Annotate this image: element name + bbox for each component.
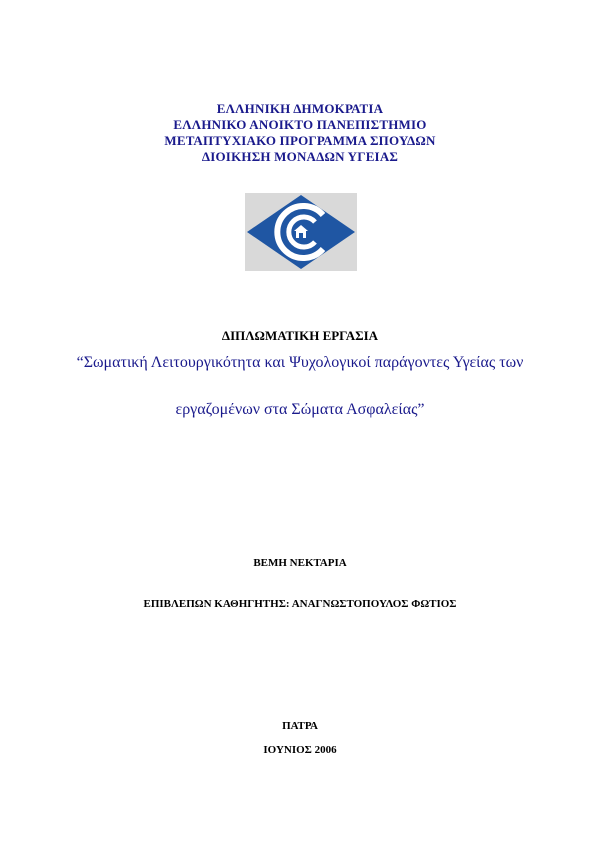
university-logo-icon [245, 193, 357, 271]
city: ΠΑΤΡΑ [282, 720, 318, 732]
thesis-title-line-2: εργαζομένων στα Σώματα Ασφαλείας” [175, 401, 425, 418]
thesis-label: ΔΙΠΛΩΜΑΤΙΚΗ ΕΡΓΑΣΙΑ [221, 328, 379, 343]
header-line-republic: ΕΛΛΗΝΙΚΗ ΔΗΜΟΚΡΑΤΙΑ [216, 101, 384, 116]
thesis-title-line-1: “Σωματική Λειτουργικότητα και Ψυχολογικοί παράγοντες Υγείας των [76, 354, 524, 371]
header-line-program: ΜΕΤΑΠΤΥΧΙΑΚΟ ΠΡΟΓΡΑΜΜΑ ΣΠΟΥΔΩΝ [164, 133, 436, 148]
header-line-university: ΕΛΛΗΝΙΚΟ ΑΝΟΙΚΤΟ ΠΑΝΕΠΙΣΤΗΜΙΟ [173, 117, 427, 132]
header-line-department: ΔΙΟΙΚΗΣΗ ΜΟΝΑΔΩΝ ΥΓΕΙΑΣ [201, 149, 399, 164]
author-name: ΒΕΜΗ ΝΕΚΤΑΡΙΑ [253, 557, 347, 569]
supervisor-line: ΕΠΙΒΛΕΠΩΝ ΚΑΘΗΓΗΤΗΣ: ΑΝΑΓΝΩΣΤΟΠΟΥΛΟΣ ΦΩΤΙΟΣ [143, 598, 457, 610]
date: ΙΟΥΝΙΟΣ 2006 [263, 744, 337, 756]
